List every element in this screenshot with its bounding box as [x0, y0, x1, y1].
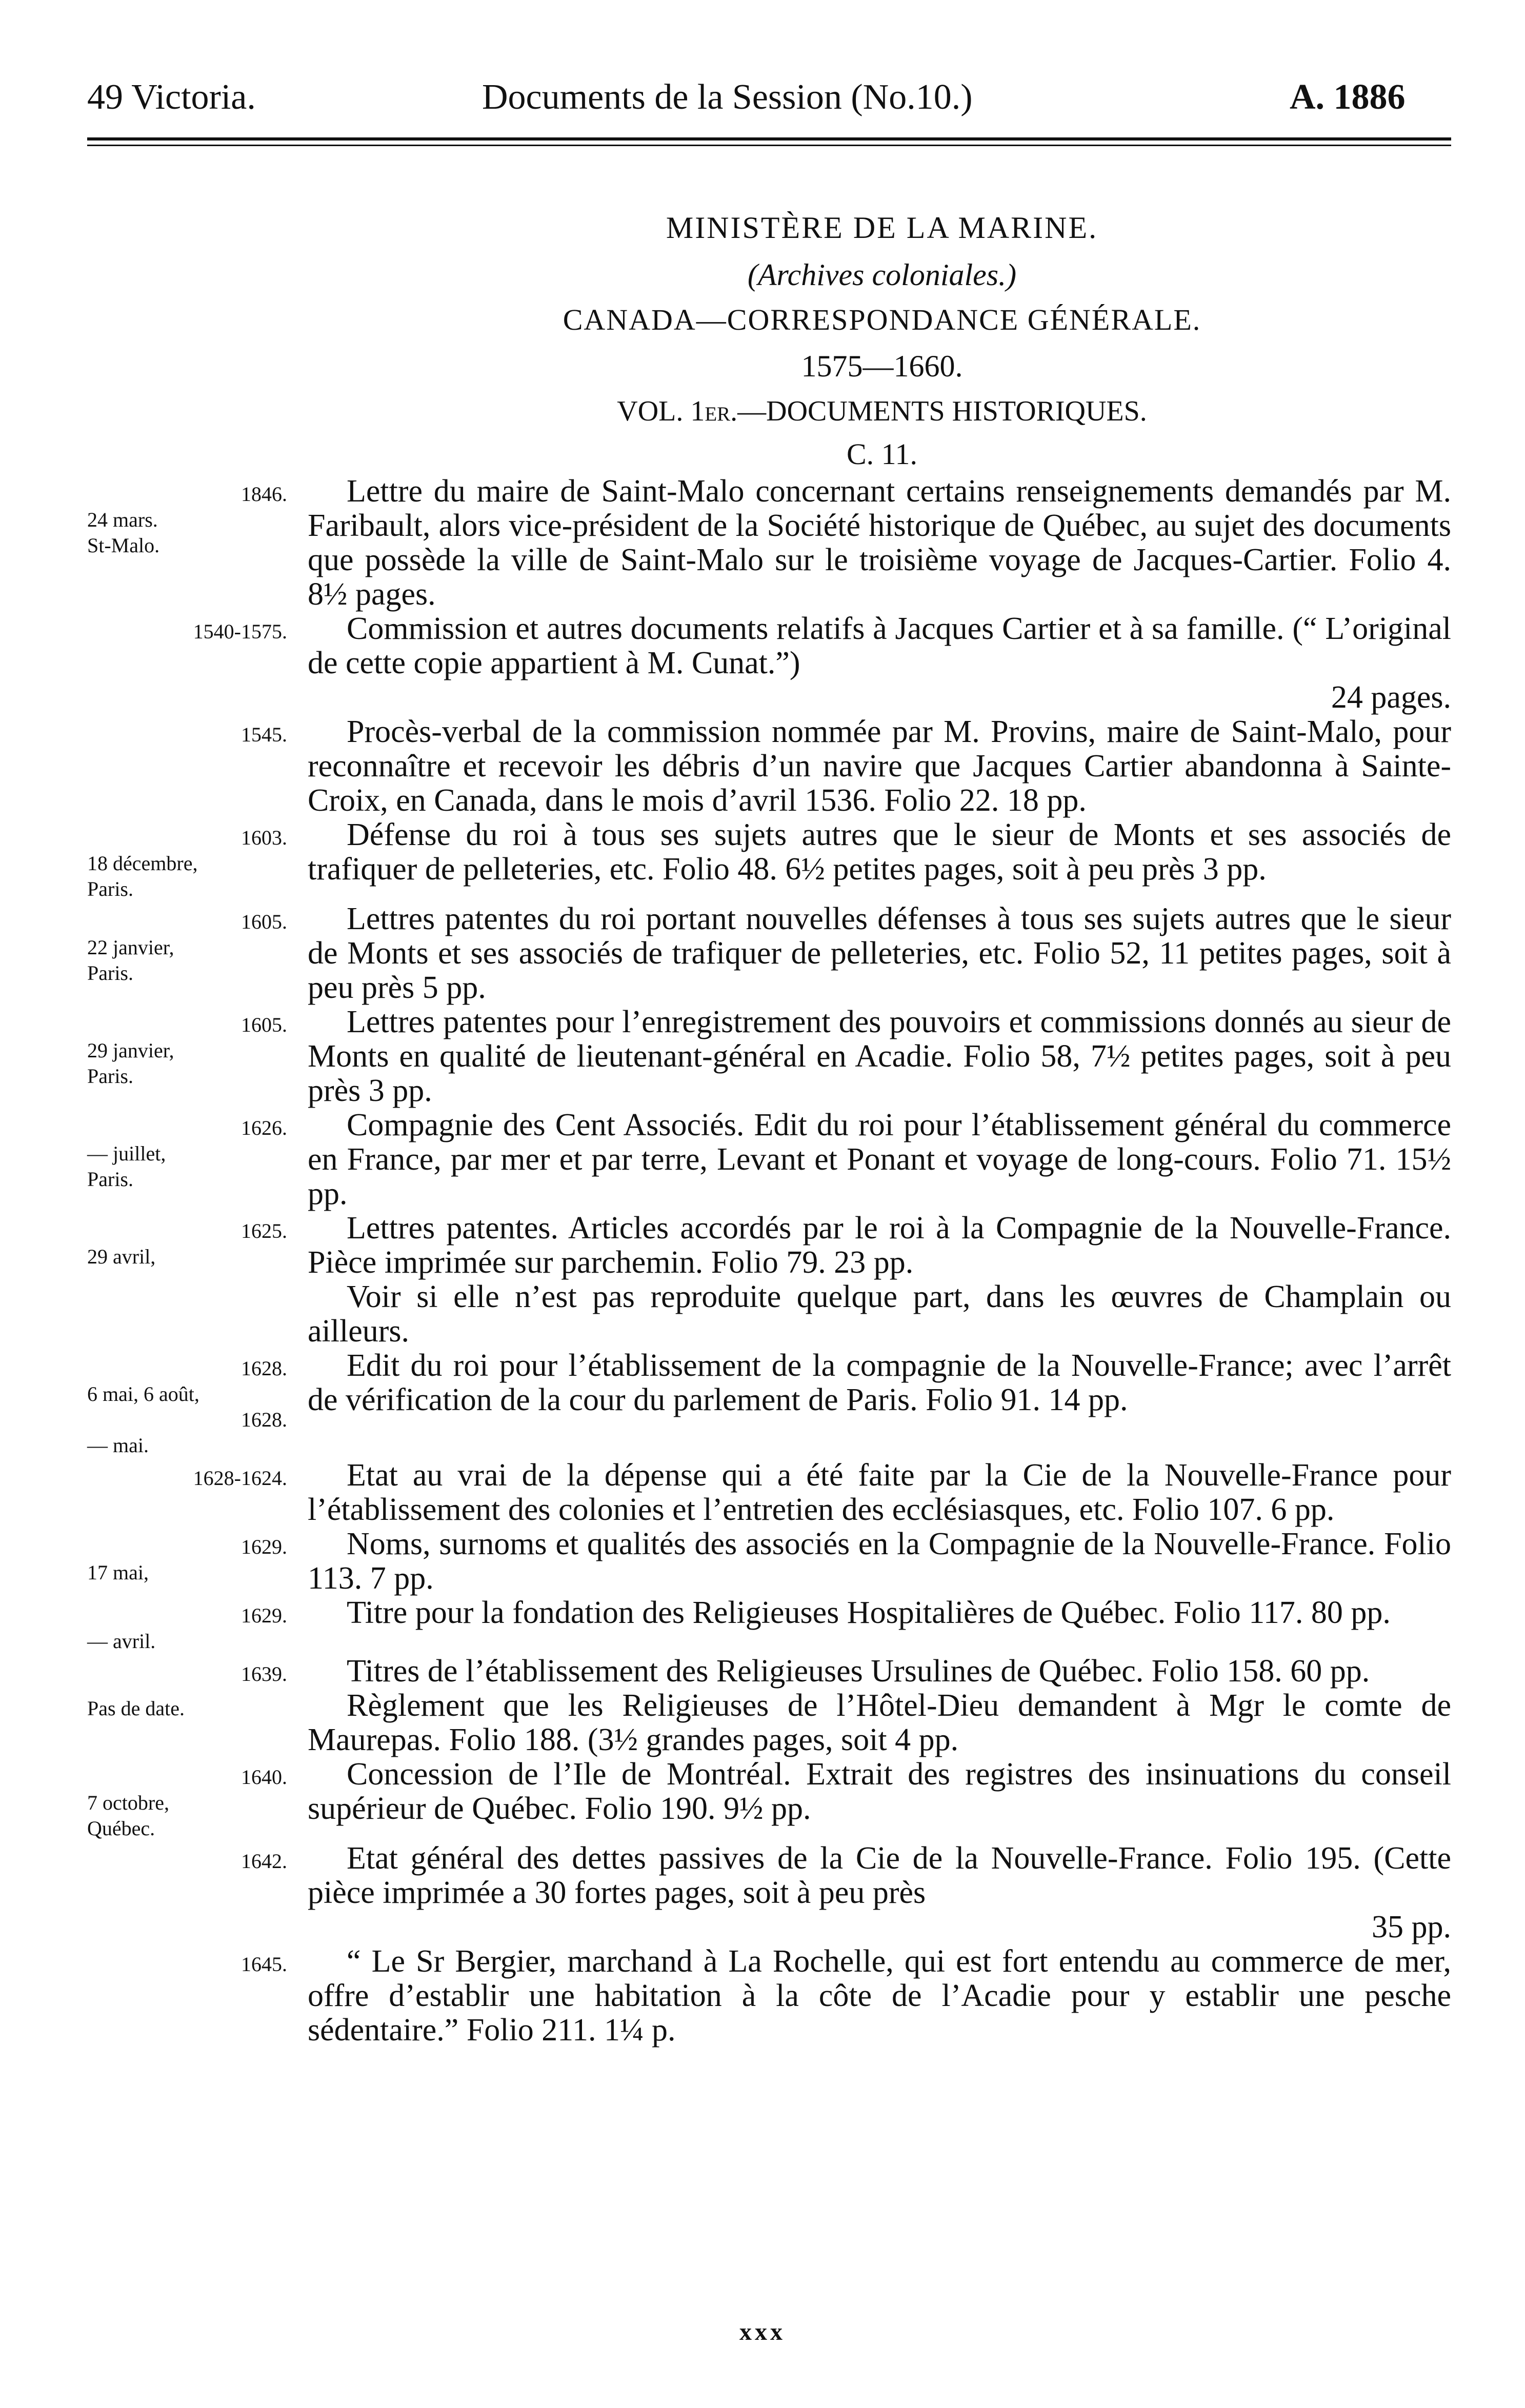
- margin-year: 1545.: [241, 723, 287, 746]
- entry-8: [87, 1211, 1451, 1280]
- margin-year: 1628-1624.: [193, 1467, 287, 1490]
- margin-note: [87, 1596, 308, 1654]
- entry-text: Etat au vrai de la dépense qui a été faite par la Cie de la Nouvelle-France pour l’établissement des colonies et l’entretien des ecclésiasques, etc. Folio 107. 6 pp.: [308, 1458, 1451, 1527]
- margin-date: — juillet,: [87, 1142, 166, 1165]
- margin-year: 1605.: [241, 910, 287, 933]
- entry-text: Lettres patentes du roi portant nouvelles défenses à tous ses sujets autres que le sieur de Monts et ses associés de trafiquer de pelleteries, etc. Folio 52, 11 petites pages, soit à peu près 5 pp.: [308, 901, 1451, 1005]
- entry-page-count: 24 pages.: [1331, 680, 1451, 715]
- entry-block: [308, 1841, 1451, 1944]
- running-header-left: 49 Victoria.: [87, 77, 256, 117]
- margin-note: [87, 715, 308, 748]
- entry-page-count: 35 pp.: [1372, 1910, 1451, 1944]
- margin-date: 24 mars.: [87, 508, 158, 531]
- entry-14: [87, 1654, 1451, 1689]
- entry-15: [87, 1689, 1451, 1757]
- entry-text: Lettres patentes. Articles accordés par le roi à la Compagnie de la Nouvelle-France. Pièce imprimée sur parchemin. Folio 79. 23 pp.: [308, 1211, 1451, 1280]
- entry-text: “ Le Sr Bergier, marchand à La Rochelle, qui est fort entendu au commerce de mer, offre d’establir une habitation à la côte de l’Acadie pour y establir une pesche sédentaire.” Folio 211. 1¼ p.: [308, 1944, 1451, 2048]
- margin-place: St-Malo.: [87, 534, 160, 557]
- entry-text: Edit du roi pour l’établissement de la compagnie de la Nouvelle-France; avec l’arrêt de vérification de la cour du parlement de Paris. Folio 91. 14 pp.: [308, 1348, 1451, 1417]
- entry-text: Procès-verbal de la commission nommée par M. Provins, maire de Saint-Malo, pour reconnaître et recevoir les débris d’un navire que Jacques Cartier abandonna à Sainte-Croix, en Canada, dans le mois d’avril 1536. Folio 22. 18 pp.: [308, 714, 1451, 818]
- archives-subheading: (Archives coloniales.): [747, 258, 1017, 292]
- margin-note: [87, 612, 308, 645]
- margin-place: Paris.: [87, 1065, 133, 1088]
- entry-11: [87, 1458, 1451, 1527]
- margin-note: [87, 1654, 308, 1687]
- entry-text: Règlement que les Religieuses de l’Hôtel-Dieu demandent à Mgr le comte de Maurepas. Folio 188. (3½ grandes pages, soit 4 pp.: [308, 1688, 1451, 1757]
- margin-note: [87, 1757, 308, 1841]
- entry-text: Lettre du maire de Saint-Malo concernant certains renseignements demandés par M. Faribault, alors vice-président de la Société historique de Québec, au sujet des documents que possède la ville de Saint-Malo sur le troisième voyage de Jacques-Cartier. Folio 4. 8½ pages.: [308, 474, 1451, 612]
- entry-18: [87, 1944, 1451, 2048]
- margin-note: [87, 902, 308, 986]
- margin-year: 1629.: [241, 1535, 287, 1558]
- running-header-title: Documents de la Session (No.10.): [482, 77, 973, 117]
- ministry-heading: MINISTÈRE DE LA MARINE.: [666, 211, 1098, 245]
- header-rule-thick: [87, 137, 1451, 141]
- margin-date: Pas de date.: [87, 1697, 185, 1720]
- margin-date: — mai.: [87, 1434, 149, 1457]
- entry-4: [87, 818, 1451, 902]
- entry-text: Concession de l’Ile de Montréal. Extrait des registres des insinuations du conseil supérieur de Québec. Folio 190. 9½ pp.: [308, 1757, 1451, 1826]
- margin-year: 1540-1575.: [193, 620, 287, 643]
- year-range: 1575—1660.: [801, 349, 963, 383]
- margin-note: [87, 1458, 308, 1491]
- entry-2: [87, 612, 1451, 715]
- margin-date: — avril.: [87, 1630, 156, 1653]
- margin-year: 1645.: [241, 1953, 287, 1976]
- entry-3: [87, 715, 1451, 818]
- entry-text: Commission et autres documents relatifs à Jacques Cartier et à sa famille. (“ L’original de cette copie appartient à M. Cunat.”): [308, 611, 1451, 680]
- series-number: C. 11.: [846, 437, 918, 471]
- entry-text: Titres de l’établissement des Religieuses Ursulines de Québec. Folio 158. 60 pp.: [347, 1654, 1370, 1689]
- entry-6: [87, 1005, 1451, 1108]
- entry-text: Voir si elle n’est pas reproduite quelque part, dans les œuvres de Champlain ou ailleurs.: [308, 1279, 1451, 1349]
- margin-place: Paris.: [87, 1168, 133, 1191]
- entry-9: [87, 1280, 1451, 1349]
- margin-note: [87, 1841, 308, 1874]
- entry-text: Lettres patentes pour l’enregistrement des pouvoirs et commissions donnés au sieur de Monts en qualité de lieutenant-général en Acadie. Folio 58, 7½ petites pages, soit à peu près 3 pp.: [308, 1005, 1451, 1108]
- margin-note: [87, 1005, 308, 1089]
- margin-note: [87, 1280, 308, 1287]
- margin-place: Paris.: [87, 877, 133, 900]
- entry-10: [87, 1349, 1451, 1458]
- margin-year: 1626.: [241, 1116, 287, 1139]
- volume-heading: VOL. 1er.—DOCUMENTS HISTORIQUES.: [617, 395, 1147, 427]
- margin-place: Paris.: [87, 961, 133, 985]
- entry-list: [87, 474, 1451, 2048]
- margin-year: 1642.: [241, 1850, 287, 1873]
- entry-text: Etat général des dettes passives de la Cie de la Nouvelle-France. Folio 195. (Cette pièce imprimée a 30 fortes pages, soit à peu près: [308, 1841, 1451, 1910]
- entry-7: [87, 1108, 1451, 1211]
- margin-note: [87, 1349, 308, 1458]
- margin-year: 1640.: [241, 1765, 287, 1789]
- page-number: xxx: [739, 2318, 786, 2345]
- margin-date: 18 décembre,: [87, 852, 198, 875]
- margin-year: 1639.: [241, 1662, 287, 1685]
- margin-date: 6 mai, 6 août,: [87, 1382, 199, 1406]
- entry-text: Titre pour la fondation des Religieuses Hospitalières de Québec. Folio 117. 80 pp.: [347, 1595, 1391, 1630]
- margin-year: 1628.: [241, 1408, 287, 1431]
- margin-date: 29 avril,: [87, 1245, 156, 1268]
- entry-5: [87, 902, 1451, 1005]
- margin-year: 1625.: [241, 1219, 287, 1242]
- margin-date: 17 mai,: [87, 1561, 149, 1584]
- entry-17: [87, 1841, 1451, 1944]
- entry-text: Défense du roi à tous ses sujets autres que le sieur de Monts et ses associés de trafiquer de pelleteries, etc. Folio 48. 6½ petites pages, soit à peu près 3 pp.: [308, 817, 1451, 887]
- margin-note: [87, 1211, 308, 1270]
- margin-year: 1846.: [241, 483, 287, 506]
- entry-text: Noms, surnoms et qualités des associés en la Compagnie de la Nouvelle-France. Folio 113. 7 pp.: [308, 1527, 1451, 1596]
- margin-note: [87, 1108, 308, 1192]
- margin-year: 1628.: [241, 1357, 287, 1380]
- margin-note: [87, 1689, 308, 1721]
- margin-note: [87, 1944, 308, 1977]
- header-rule-thin: [87, 145, 1451, 146]
- entry-1: [87, 474, 1451, 612]
- margin-year: 1629.: [241, 1604, 287, 1627]
- entry-12: [87, 1527, 1451, 1596]
- correspondence-heading: CANADA—CORRESPONDANCE GÉNÉRALE.: [563, 303, 1201, 336]
- margin-date: 22 janvier,: [87, 936, 174, 959]
- entry-13: [87, 1596, 1451, 1654]
- entry-16: [87, 1757, 1451, 1841]
- margin-year: 1603.: [241, 826, 287, 849]
- margin-note: [87, 818, 308, 902]
- margin-year: 1605.: [241, 1013, 287, 1036]
- entry-text: Compagnie des Cent Associés. Edit du roi pour l’établissement général du commerce en France, par mer et par terre, Levant et Ponant et voyage de long-cours. Folio 71. 15½ pp.: [308, 1108, 1451, 1211]
- margin-note: [87, 474, 308, 558]
- margin-place: Québec.: [87, 1817, 155, 1840]
- entry-block: [308, 612, 1451, 715]
- running-header-right: A. 1886: [1290, 77, 1406, 117]
- margin-date: 7 octobre,: [87, 1791, 169, 1814]
- margin-date: 29 janvier,: [87, 1039, 174, 1062]
- margin-note: [87, 1527, 308, 1586]
